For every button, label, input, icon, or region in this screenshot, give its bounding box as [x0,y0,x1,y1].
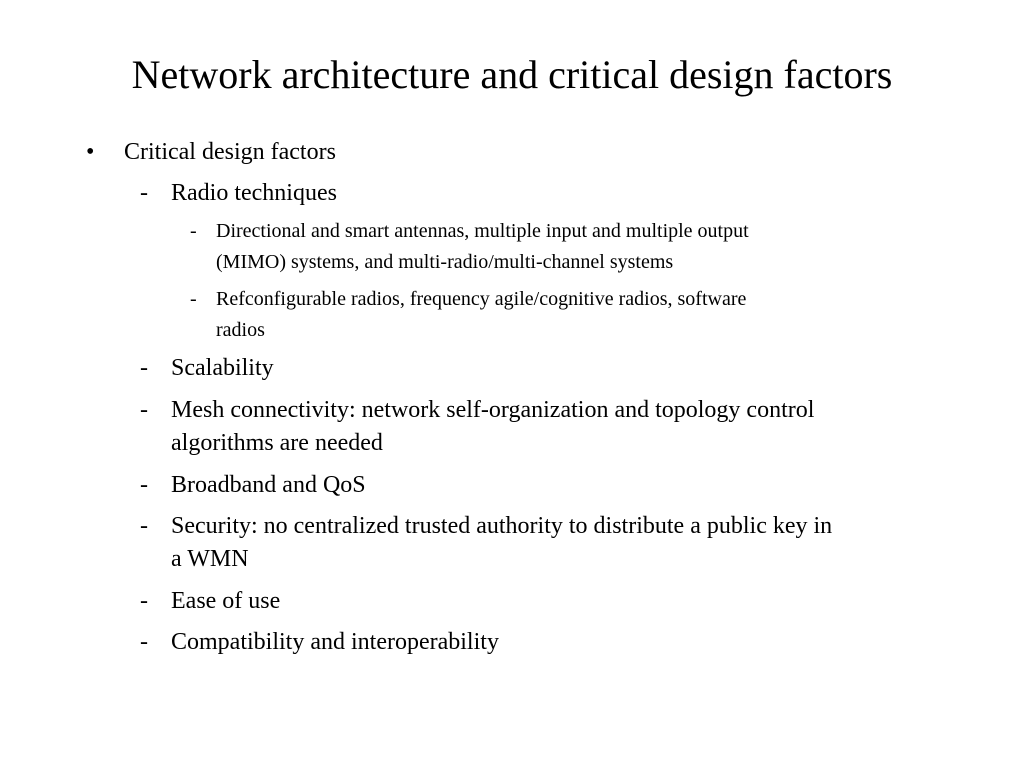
list-item-text [216,216,976,278]
list-item-text [124,136,336,169]
list-item [86,136,986,169]
list-item-line: algorithms are needed [171,430,383,456]
list-item-line: Ease of use [171,588,281,614]
list-item-line: Scalability [171,355,274,381]
list-item-line: a WMN [171,546,249,572]
list-item-text [171,626,499,659]
list-item-line: Directional and smart antennas, multiple input and multiple output [216,220,749,242]
dash-marker: - [140,397,148,423]
dash-marker: - [140,513,148,539]
dash-marker: - [140,588,148,614]
list-item-line: Critical design factors [124,139,336,165]
list-item [190,216,990,278]
list-item-text [216,284,976,346]
list-item [140,626,1000,659]
list-item [140,394,1000,460]
dash-marker: - [140,472,148,498]
list-item-line: Radio techniques [171,180,337,206]
list-item-line: Mesh connectivity: network self-organization and topology control [171,397,815,423]
dash-marker: - [140,180,148,206]
list-item-line: Security: no centralized trusted authority to distribute a public key in [171,513,833,539]
list-item-text [171,394,991,460]
list-item [190,284,990,346]
list-item-text [171,510,991,576]
list-item-line: (MIMO) systems, and multi-radio/multi-channel systems [216,251,674,273]
list-item [140,177,1000,210]
list-item-text [171,177,337,210]
dash-marker: - [190,220,197,242]
list-item-line: radios [216,319,265,341]
bullet-marker: • [86,139,95,165]
list-item-text [171,352,274,385]
dash-marker: - [140,355,148,381]
list-item [140,469,1000,502]
list-item-text [171,469,366,502]
list-item-line: Broadband and QoS [171,472,366,498]
dash-marker: - [140,629,148,655]
list-item [140,585,1000,618]
slide-title: Network architecture and critical design factors [131,52,893,97]
dash-marker: - [190,288,197,310]
list-item [140,510,1000,576]
list-item-line: Compatibility and interoperability [171,629,499,655]
list-item-line: Refconfigurable radios, frequency agile/cognitive radios, software [216,288,747,310]
list-item-text [171,585,280,618]
list-item [140,352,1000,385]
